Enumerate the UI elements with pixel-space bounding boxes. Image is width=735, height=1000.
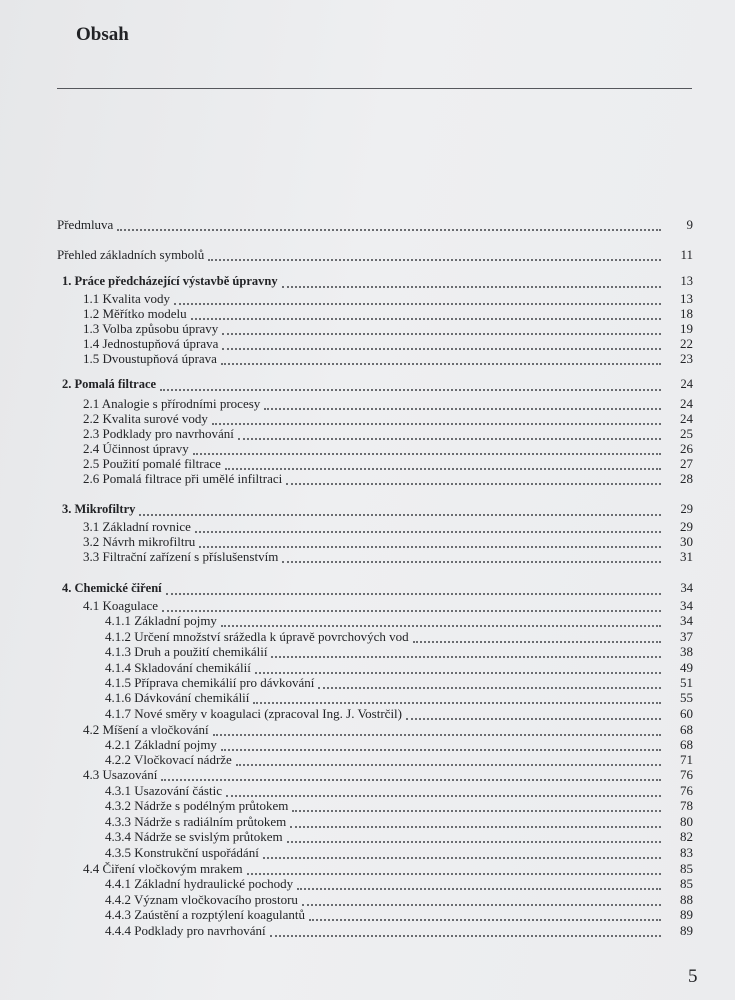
toc-entry-title: 4.4.2 Význam vločkovacího prostoru [105,892,298,907]
toc-entry-title: 2.2 Kvalita surové vody [83,411,208,426]
toc-page-number: 23 [680,351,693,366]
toc-page-number: 29 [680,502,693,516]
toc-page-number: 76 [680,783,693,798]
toc-entry-title: 1.4 Jednostupňová úprava [83,336,219,351]
toc-page-number: 29 [680,519,693,534]
toc-page-number: 24 [680,411,693,426]
dot-leader [162,596,661,612]
toc-page-number: 38 [680,644,693,659]
toc-page-number: 60 [680,706,693,721]
toc-chapter-entry [62,501,693,517]
dot-leader [236,750,661,766]
dot-leader [287,827,661,843]
dot-leader [282,547,661,563]
toc-entry-title: 4.2.2 Vločkovací nádrže [105,752,232,767]
dot-leader [222,334,661,350]
toc-entry-title: 3.3 Filtrační zařízení s příslušenstvím [83,549,279,564]
page-number: 5 [688,966,698,987]
toc-section-entry [83,350,693,366]
toc-entry-title: 4.3.5 Konstrukční uspořádání [105,845,259,860]
toc-entry-title: Předmluva [57,217,114,232]
dot-leader [221,611,661,627]
dot-leader [199,532,661,548]
toc-entry-title: 3.2 Návrh mikrofiltru [83,534,196,549]
toc-entry-title: 4.1.1 Základní pojmy [105,613,217,628]
toc-page-number: 85 [680,861,693,876]
toc-page-number: 28 [680,471,693,486]
dot-leader [271,642,661,658]
dot-leader [117,215,661,231]
toc-section-entry [105,705,693,721]
dot-leader [195,517,661,533]
toc-chapter-entry [62,376,693,392]
toc-entry-title: 4.3.2 Nádrže s podélným průtokem [105,798,289,813]
toc-section-entry [105,906,693,922]
toc-page-number: 82 [680,829,693,844]
toc-entry-title: 2.4 Účinnost úpravy [83,441,189,456]
toc-section-entry [83,470,693,486]
page-title: Obsah [76,24,129,45]
toc-entry-title: 4.2.1 Základní pojmy [105,737,217,752]
toc-entry-title: 4.1 Koagulace [83,598,159,613]
dot-leader [208,245,661,261]
toc-page-number: 25 [680,426,693,441]
dot-leader [226,781,661,797]
toc-entry-title: 1.5 Dvoustupňová úprava [83,351,217,366]
toc-page-number: 13 [680,274,693,288]
dot-leader [263,843,661,859]
toc-entry-title: 4.1.5 Příprava chemikálií pro dávkování [105,675,315,690]
toc-entry-title: 1.2 Měřítko modelu [83,306,187,321]
toc-entry-title: 2.5 Použití pomalé filtrace [83,456,221,471]
toc-entry-title: 3.1 Základní rovnice [83,519,191,534]
toc-page-number: 13 [680,291,693,306]
dot-leader [309,905,661,921]
dot-leader [290,812,661,828]
dot-leader [302,890,661,906]
toc-page-number: 68 [680,722,693,737]
dot-leader [413,627,661,643]
toc-entry-title: 4.4 Čiření vločkovým mrakem [83,861,243,876]
dot-leader [166,579,661,595]
toc-entry-title: 4.1.3 Druh a použití chemikálií [105,644,268,659]
title-rule [57,88,692,89]
toc-chapter-entry [57,216,693,232]
dot-leader [225,454,661,470]
toc-section-entry [83,766,693,782]
toc-section-entry [105,797,693,813]
toc-page-number: 51 [680,675,693,690]
toc-page-number: 11 [680,247,693,262]
dot-leader [212,409,661,425]
toc-entry-title: 4.1.6 Dávkování chemikálií [105,690,250,705]
toc-page-number: 34 [680,581,693,595]
toc-section-entry [105,844,693,860]
toc-page-number: 27 [680,456,693,471]
toc-page-number: 9 [686,217,693,232]
toc-page-number: 18 [680,306,693,321]
toc-section-entry [105,689,693,705]
dot-leader [292,796,661,812]
toc-page-number: 83 [680,845,693,860]
toc-page-number: 68 [680,737,693,752]
toc-chapter-entry [62,580,693,596]
toc-section-entry [105,875,693,891]
dot-leader [221,735,661,751]
toc-entry-title: 2.1 Analogie s přírodními procesy [83,396,261,411]
toc-page-number: 71 [680,752,693,767]
toc-entry-title: 4.3.3 Nádrže s radiálním průtokem [105,814,287,829]
toc-page-number: 80 [680,814,693,829]
toc-page-number: 31 [680,549,693,564]
toc-entry-title: 1.1 Kvalita vody [83,291,171,306]
toc-section-entry [105,612,693,628]
toc-entry-title: 4.4.3 Zaústění a rozptýlení koagulantů [105,907,306,922]
toc-entry-title: Přehled základních symbolů [57,247,205,262]
toc-section-entry [105,922,693,938]
dot-leader [253,688,661,704]
dot-leader [255,658,661,674]
toc-entry-title: 4.4.1 Základní hydraulické pochody [105,876,294,891]
toc-entry-title: 2.3 Podklady pro navrhování [83,426,234,441]
toc-page-number: 34 [680,598,693,613]
dot-leader [318,673,661,689]
toc-entry-title: 4.2 Míšení a vločkování [83,722,209,737]
dot-leader [282,272,661,288]
toc-entry-title: 4.4.4 Podklady pro navrhování [105,923,266,938]
toc-page-number: 19 [680,321,693,336]
toc-entry-title: 4.1.2 Určení množství srážedla k úpravě povrchových vod [105,629,409,644]
dot-leader [139,500,661,516]
toc-entry-title: 4.3 Usazování [83,767,158,782]
toc-page-number: 22 [680,336,693,351]
toc-page-number: 55 [680,690,693,705]
dot-leader [247,859,661,875]
toc-entry-title: 4. Chemické čiření [62,581,162,595]
dot-leader [270,921,661,937]
toc-entry-title: 4.3.4 Nádrže se svislým průtokem [105,829,283,844]
toc-page-number: 49 [680,660,693,675]
toc-chapter-entry [57,246,693,262]
toc-page-number: 89 [680,907,693,922]
toc-page-number: 76 [680,767,693,782]
toc-entry-title: 4.3.1 Usazování částic [105,783,222,798]
toc-page-number: 30 [680,534,693,549]
dot-leader [222,319,661,335]
dot-leader [406,704,661,720]
dot-leader [191,304,661,320]
dot-leader [264,394,661,410]
toc-entry-title: 3. Mikrofiltry [62,502,136,516]
toc-page-number: 26 [680,441,693,456]
toc-entry-title: 4.1.7 Nové směry v koagulaci (zpracoval Ing. J. Vostrčil) [105,706,403,721]
toc-entry-title: 1.3 Volba způsobu úpravy [83,321,219,336]
toc-page-number: 88 [680,892,693,907]
dot-leader [297,874,661,890]
dot-leader [286,469,661,485]
dot-leader [221,349,661,365]
toc-section-entry [105,828,693,844]
dot-leader [160,375,661,391]
toc-page-number: 24 [680,377,693,391]
dot-leader [174,289,661,305]
toc-section-entry [105,643,693,659]
toc-chapter-entry [62,273,693,289]
toc-entry-title: 1. Práce předcházející výstavbě úpravny [62,274,278,288]
toc-page-number: 89 [680,923,693,938]
dot-leader [213,720,661,736]
dot-leader [193,439,661,455]
dot-leader [238,424,661,440]
toc-section-entry [83,548,693,564]
toc-page-number: 37 [680,629,693,644]
toc-entry-title: 4.1.4 Skladování chemikálií [105,660,251,675]
toc-entry-title: 2. Pomalá filtrace [62,377,157,391]
toc-page-number: 85 [680,876,693,891]
toc-page-number: 24 [680,396,693,411]
toc-entry-title: 2.6 Pomalá filtrace při umělé infiltraci [83,471,283,486]
dot-leader [161,765,661,781]
toc-page-number: 34 [680,613,693,628]
toc-page-number: 78 [680,798,693,813]
